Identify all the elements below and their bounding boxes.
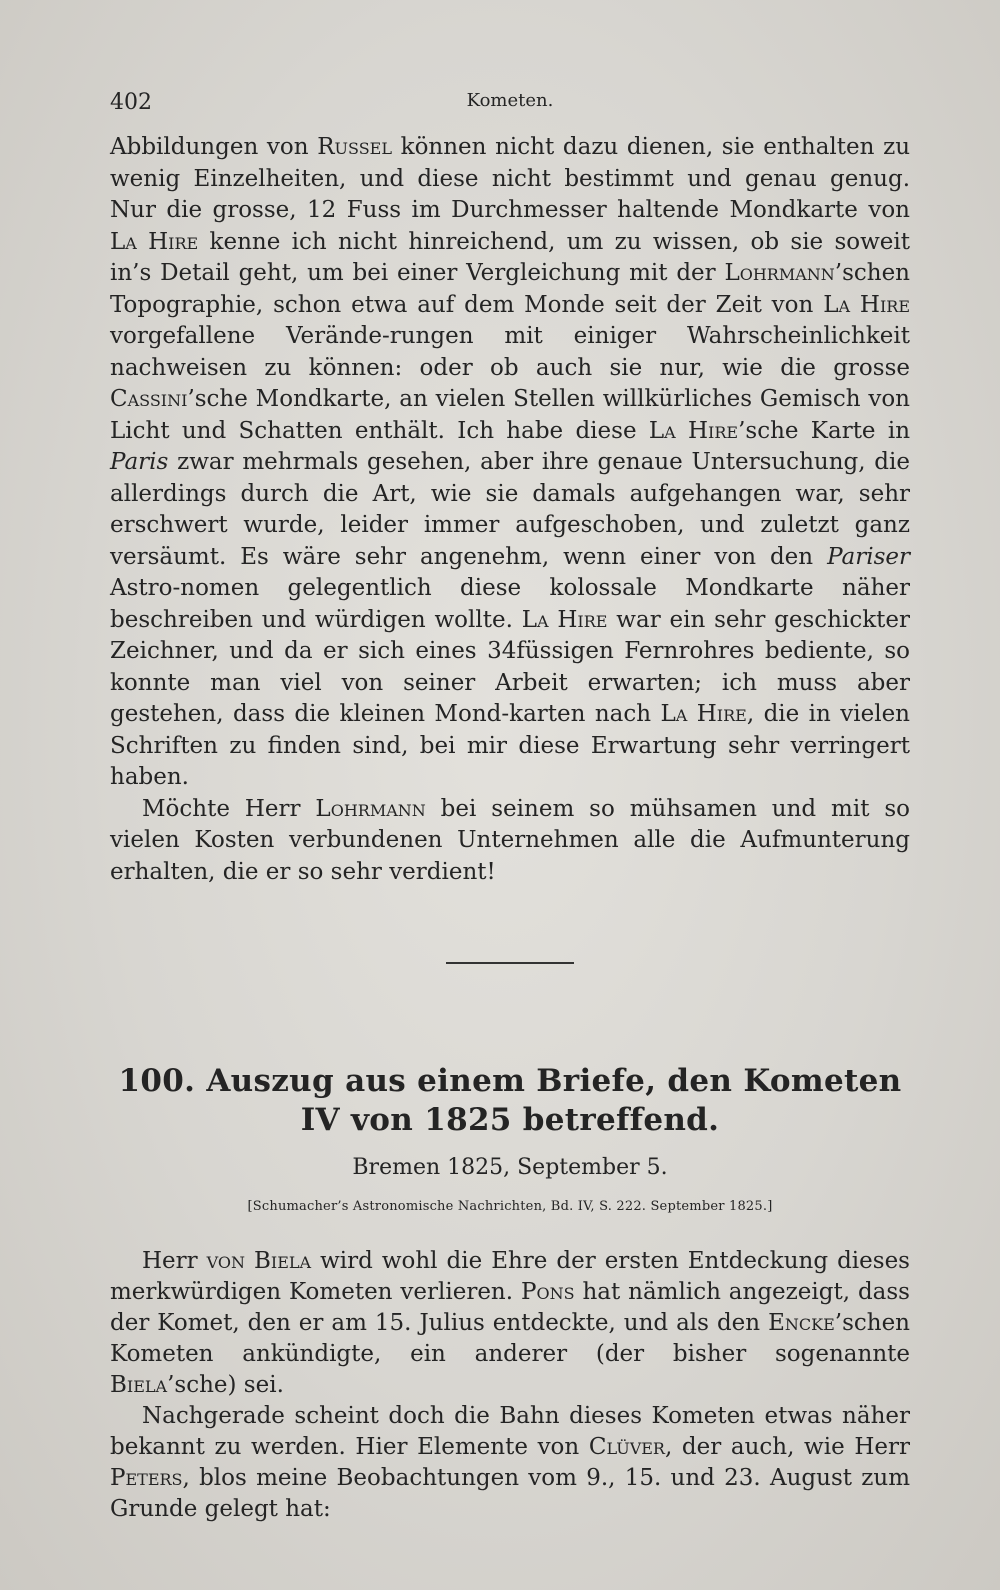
text-run: Herr (142, 1248, 207, 1274)
name-encke: Encke (768, 1310, 835, 1336)
text-run: können nicht dazu dienen, sie enthalten zu wenig Einzelheiten, und diese nicht bestimmt und genau genug. Nur die grosse, 12 Fuss im Durchmesser haltende Mondkarte von (110, 134, 911, 223)
section-1-text (110, 132, 910, 888)
place-paris: Paris (110, 449, 169, 475)
text-run: , blos meine Beobachtungen vom 9., 15. und 23. August zum Grunde gelegt hat: (110, 1465, 910, 1522)
text-run: , der auch, wie Herr (664, 1434, 910, 1460)
section-title: Auszug aus einem Briefe, den Kometen IV von 1825 betreffend. (206, 1063, 902, 1138)
word-pariser: Pariser (827, 543, 910, 570)
name-biela: Biela (110, 1372, 168, 1398)
paragraph-1 (110, 132, 910, 794)
name-cassini: Cassini (110, 386, 188, 412)
text-run: vorgefallene Verände-rungen mit einiger Wahrscheinlichkeit nachweisen zu können: oder ob auch sie nur, wie die grosse (110, 323, 910, 381)
name-lohrmann: Lohrmann (315, 795, 426, 822)
running-head: Kometen. (466, 90, 554, 111)
section-heading (110, 1062, 910, 1140)
paragraph-2 (110, 794, 910, 889)
name-la-hire: La Hire (521, 606, 608, 633)
paragraph-4 (110, 1401, 910, 1525)
section-number: 100. (118, 1063, 196, 1099)
name-la-hire: La Hire (660, 701, 747, 727)
page-number: 402 (110, 90, 152, 115)
name-cluever: Clüver (588, 1434, 665, 1460)
text-run: hat nämlich angezeigt, dass der Komet, den er am 15. Julius entdeckte, und als den (110, 1279, 910, 1336)
text-run: ’sche Mondkarte, an vielen Stellen willkürliches Gemisch von Licht und Schatten enthält. Ich habe diese (110, 386, 910, 444)
text-run: ’sche) sei. (167, 1372, 284, 1398)
name-lohrmann: Lohrmann (724, 260, 835, 286)
text-run: ’schen Topographie, schon etwa auf dem Monde seit der Zeit von (110, 260, 910, 318)
text-run: kenne ich nicht hinreichend, um zu wissen, ob sie soweit in’s Detail geht, um bei einer Vergleichung mit der (110, 228, 910, 286)
name-la-hire: La Hire (110, 228, 199, 255)
name-pons: Pons (520, 1279, 575, 1305)
source-citation: [Schumacher’s Astronomische Nachrichten, Bd. IV, S. 222. September 1825.] (247, 1199, 773, 1214)
section-2-text (110, 1246, 910, 1525)
text-run: war ein sehr geschickter Zeichner, und da er sich eines 34füssigen Fernrohres bediente, so konnte man viel von seiner Arbeit erwarten; ich muss aber gestehen, dass die kleinen Mond-karten nach (110, 606, 910, 727)
name-von-biela: von Biela (206, 1248, 312, 1274)
dateline: Bremen 1825, September 5. (352, 1155, 668, 1180)
text-run: wird wohl die Ehre der ersten Entdeckung dieses merkwürdigen Kometen verlieren. (110, 1248, 910, 1305)
text-run: Möchte Herr (142, 795, 316, 822)
text-run: ’schen Kometen ankündigte, ein anderer (der bisher sogenannte (110, 1310, 910, 1367)
paragraph-3 (110, 1246, 910, 1401)
text-run: Astro-nomen gelegentlich diese kolossale Mondkarte näher beschreiben und würdigen wollte. (110, 575, 910, 633)
text-run: Nachgerade scheint doch die Bahn dieses Kometen etwas näher bekannt zu werden. Hier Elemente von (110, 1403, 910, 1460)
name-la-hire: La Hire (648, 417, 739, 444)
text-run: Abbildungen von (110, 134, 318, 160)
text-run: ’sche Karte in (738, 417, 911, 444)
section-divider (446, 962, 574, 964)
text-run: , die in vielen Schriften zu finden sind, bei mir diese Erwartung sehr verringert haben. (110, 701, 910, 790)
text-run: zwar mehrmals gesehen, aber ihre genaue Untersuchung, die allerdings durch die Art, wie sie damals aufgehangen war, sehr erschwert wurde, leider immer aufgeschoben, und zuletzt ganz versäumt. Es wäre sehr angenehm, wenn einer von den (110, 449, 910, 570)
text-run: bei seinem so mühsamen und mit so vielen Kosten verbundenen Unternehmen alle die Aufmunterung erhalten, die er so sehr verdient! (110, 795, 910, 885)
name-la-hire: La Hire (823, 291, 911, 318)
name-peters: Peters (110, 1465, 183, 1491)
page-content (110, 86, 910, 1525)
page-header (110, 86, 910, 122)
name-russel: Russel (317, 134, 392, 160)
